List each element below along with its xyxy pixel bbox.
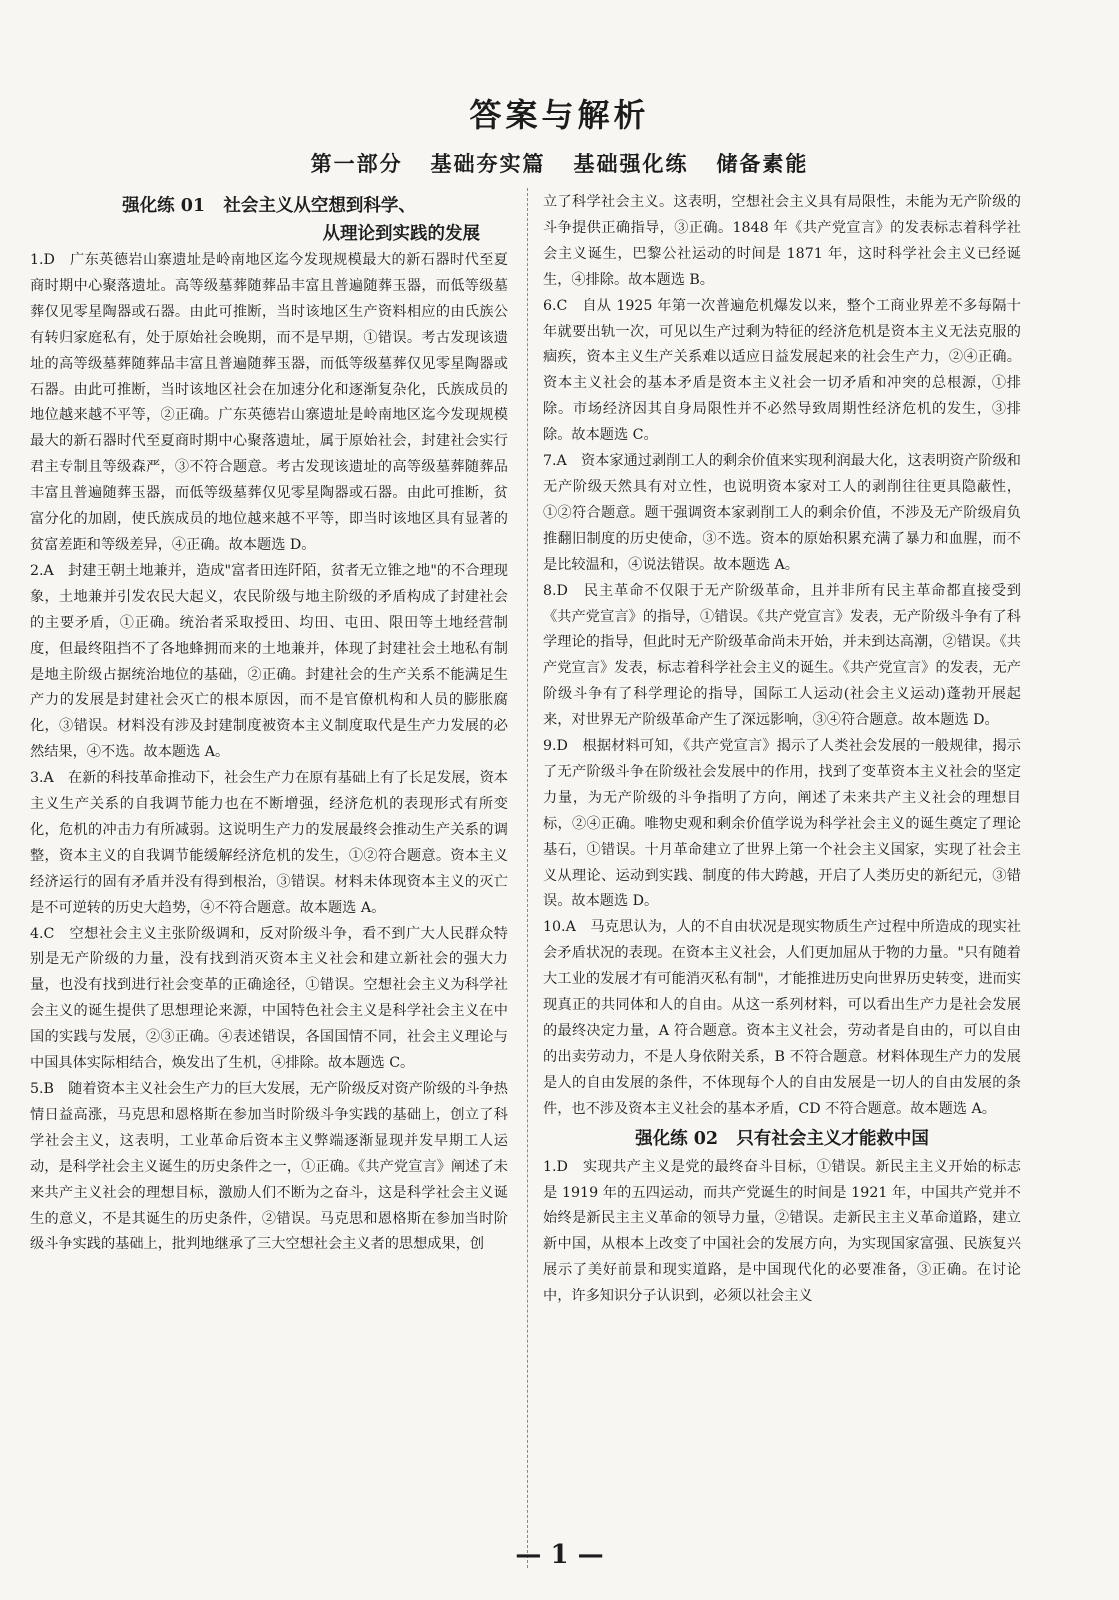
section-title-01-line1: 强化练 01 社会主义从空想到科学、 [122,196,416,216]
left-column [30,192,508,1258]
answer-item-4: 4.C 空想社会主义主张阶级调和，反对阶级斗争，看不到广大人民群众特别是无产阶级的力量，没有找到消灭资本主义社会和建立新社会的强大力量，也没有找到进行社会变革的正确途径，①错误。空想社会主义为科学社会主义的诞生提供了思想理论来源，中国特色社会主义是科学社会主义在中国的实践与发展，②③正确。④表述错误，各国国情不同，社会主义理论与中国具体实际相结合，焕发出了生机，④排除。故本题选 C。 [30,925,508,1072]
answer-item-3: 3.A 在新的科技革命推动下，社会生产力在原有基础上有了长足发展，资本主义生产关系的自我调节能力也在不断增强，经济危机的表现形式有所变化，危机的冲击力有所减弱。这说明生产力的发展最终会推动生产关系的调整，资本主义的自我调节能缓解经济危机的发生，①②符合题意。资本主义经济运行的固有矛盾并没有得到根治，③错误。材料未体现资本主义的灭亡是不可逆转的历史大趋势，④不符合题意。故本题选 A。 [30,770,508,916]
section-title-02: 强化练 02 只有社会主义才能救中国 [635,1128,929,1149]
section2-answer-item-1: 1.D 实现共产主义是党的最终奋斗目标，①错误。新民主主义开始的标志是 1919 年的五四运动，而共产党诞生的时间是 1921 年，中国共产党并不始终是新民主主义革命的领导力量，②错误。走新民主主义革命道路，建立新中国，从根本上改变了中国社会的发展方向，为实现国家富强、民族复兴展示了美好前景和现实道路，是中国现代化的必要准备，③正确。在讨论中，许多知识分子认识到，必须以社会主义 [543,1158,1021,1305]
answer-item-5-continuation: 立了科学社会主义。这表明，空想社会主义具有局限性，未能为无产阶级的斗争提供正确指导，③正确。1848 年《共产党宣言》的发表标志着科学社会主义诞生，巴黎公社运动的时间是 1871 年，这时科学社会主义已经诞生，④排除。故本题选 B。 [543,194,1021,288]
answer-item-1: 1.D 广东英德岩山寨遗址是岭南地区迄今发现规模最大的新石器时代至夏商时期中心聚落遗址。高等级墓葬随葬品丰富且普遍随葬玉器，而低等级墓葬仅见零星陶器或石器。由此可推断，当时该地区生产资料相应的由氏族公有转归家庭私有，处于原始社会晚期，而不是早期，①错误。考古发现该遗址的高等级墓葬随葬品丰富且普遍随葬玉器，而低等级墓葬仅见零星陶器或石器。由此可推断，当时该地区社会在加速分化和逐渐复杂化，氏族成员的地位越来越不平等，②正确。广东英德岩山寨遗址是岭南地区迄今发现规模最大的新石器时代至夏商时期中心聚落遗址，属于原始社会，封建社会实行君主专制且等级森严，③不符合题意。考古发现该遗址的高等级墓葬随葬品丰富且普遍随葬玉器，而低等级墓葬仅见零星陶器或石器。由此可推断，贫富分化的加剧，使氏族成员的地位越来越不平等，即当时该地区具有显著的贫富差距和等级差异，④正确。故本题选 D。 [30,252,508,553]
column-divider [527,188,528,1568]
answer-item-8: 8.D 民主革命不仅限于无产阶级革命，且并非所有民主革命都直接受到《共产党宣言》的指导，①错误。《共产党宣言》发表，无产阶级斗争有了科学理论的指导，但此时无产阶级革命尚未开始，并未到达高潮，②错误。《共产党宣言》发表，标志着科学社会主义的诞生。《共产党宣言》的发表，无产阶级斗争有了科学理论的指导，国际工人运动(社会主义运动)蓬勃开展起来，对世界无产阶级革命产生了深远影响，③④符合题意。故本题选 D。 [543,582,1021,729]
answer-item-7: 7.A 资本家通过剥削工人的剩余价值来实现利润最大化，这表明资产阶级和无产阶级天然具有对立性，也说明资本家对工人的剥削往往更具隐蔽性，①②符合题意。题干强调资本家剥削工人的剩余价值，不涉及无产阶级肩负推翻旧制度的历史使命，③不选。资本的原始积累充满了暴力和血腥，而不是比较温和，④说法错误。故本题选 A。 [543,453,1021,573]
section-title-01 [30,192,508,248]
page-number: — 1 — [515,1540,604,1570]
section-title-01-line2: 从理论到实践的发展 [322,224,480,244]
answer-item-2: 2.A 封建王朝土地兼并，造成"富者田连阡陌，贫者无立锥之地"的不合理现象，土地兼并引发农民大起义，农民阶级与地主阶级的矛盾构成了封建社会的主要矛盾，①正确。统治者采取授田、均田、屯田、限田等土地经营制度，但最终阻挡不了各地蜂拥而来的土地兼并，体现了封建社会土地私有制是地主阶级占据统治地位的基础，②正确。封建社会的生产关系不能满足生产力的发展是封建社会灭亡的根本原因，而不是官僚机构和人员的膨胀腐化，③错误。材料没有涉及封建制度被资本主义制度取代是生产力发展的必然结果，④不选。故本题选 A。 [30,562,508,761]
part-subtitle: 第一部分 基础夯实篇 基础强化练 储备素能 [310,151,809,176]
answer-item-9: 9.D 根据材料可知，《共产党宣言》揭示了人类社会发展的一般规律，揭示了无产阶级斗争在阶级社会发展中的作用，找到了变革资本主义社会的坚定力量，为无产阶级的斗争指明了方向，阐述了未来共产主义社会的理想目标，②④正确。唯物史观和剩余价值学说为科学社会主义的诞生奠定了理论基石，①错误。十月革命建立了世界上第一个社会主义国家，实现了社会主义从理论、运动到实践、制度的伟大跨越，开启了人类历史的新纪元，③错误。故本题选 D。 [543,738,1021,910]
page-title: 答案与解析 [469,96,650,134]
answer-item-6: 6.C 自从 1925 年第一次普遍危机爆发以来，整个工商业界差不多每隔十年就要出轨一次，可见以生产过剩为特征的经济危机是资本主义无法克服的痼疾，资本主义生产关系难以适应日益发展起来的社会生产力，②④正确。资本主义社会的基本矛盾是资本主义社会一切矛盾和冲突的总根源，①排除。市场经济因其自身局限性并不必然导致周期性经济危机的发生，③排除。故本题选 C。 [543,297,1021,444]
answer-item-10: 10.A 马克思认为，人的不自由状况是现实物质生产过程中所造成的现实社会矛盾状况的表现。在资本主义社会，人们更加屈从于物的力量。"只有随着大工业的发展才有可能消灭私有制"，才能推进历史向世界历史转变，进而实现真正的共同体和人的自由。从这一系列材料，可以看出生产力是社会发展的最终决定力量，A 符合题意。资本主义社会，劳动者是自由的，可以自由的出卖劳动力，不是人身依附关系，B 不符合题意。材料体现生产力的发展是人的自由发展的条件，不体现每个人的自由发展是一切人的自由发展的条件，也不涉及资本主义社会的基本矛盾，CD 不符合题意。故本题选 A。 [543,919,1021,1117]
answer-item-5: 5.B 随着资本主义社会生产力的巨大发展，无产阶级反对资产阶级的斗争热情日益高涨，马克思和恩格斯在参加当时阶级斗争实践的基础上，创立了科学社会主义，这表明，工业革命后资本主义弊端逐渐显现并发早期工人运动，是科学社会主义诞生的历史条件之一，①正确。《共产党宣言》阐述了未来共产主义社会的理想目标，激励人们不断为之奋斗，这是科学社会主义诞生的意义，不是其诞生的历史条件，②错误。马克思和恩格斯在参加当时阶级斗争实践的基础上，批判地继承了三大空想社会主义者的思想成果，创 [30,1081,508,1253]
right-column [543,190,1021,1310]
